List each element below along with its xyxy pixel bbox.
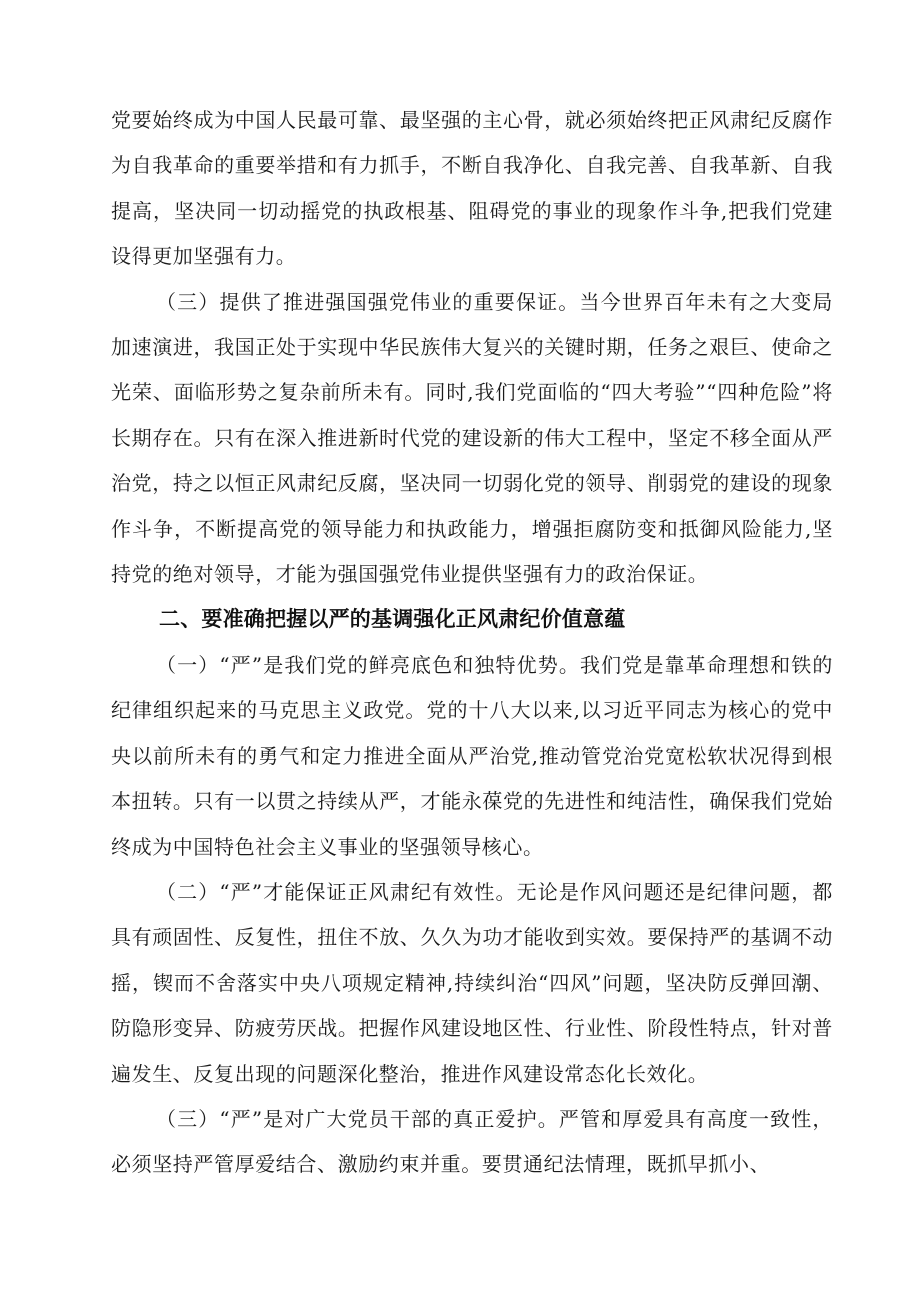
paragraph-point-three: （三）“严”是对广大党员干部的真正爱护。严管和厚爱具有高度一致性，必须坚持严管厚爱结合、激励约束并重。要贯通纪法情理，既抓早抓小、 [111,1106,833,1177]
paragraph-continued: 党要始终成为中国人民最可靠、最坚强的主心骨，就必须始终把正风肃纪反腐作为自我革命的重要举措和有力抓手，不断自我净化、自我完善、自我革新、自我提高，坚决同一切动摇党的执政根基、阻碍党的事业的现象作斗争,把我们党建设得更加坚强有力。 [111,108,833,269]
section-heading-two: 二、要准确把握以严的基调强化正风肃纪价值意蕴 [159,607,626,632]
document-body [111,98,833,1188]
paragraph-point-two: （二）“严”才能保证正风肃纪有效性。无论是作风问题还是纪律问题，都具有顽固性、反复性，扭住不放、久久为功才能收到实效。要保持严的基调不动摇，锲而不舍落实中央八项规定精神,持续纠治“四风”问题，坚决防反弹回潮、防隐形变异、防疲劳厌战。把握作风建设地区性、行业性、阶段性特点，针对普遍发生、反复出现的问题深化整治，推进作风建设常态化长效化。 [111,879,833,1086]
paragraph-section-three: （三）提供了推进强国强党伟业的重要保证。当今世界百年未有之大变局加速演进，我国正处于实现中华民族伟大复兴的关键时期，任务之艰巨、使命之光荣、面临形势之复杂前所未有。同时,我们党面临的“四大考验”“四种危险”将长期存在。只有在深入推进新时代党的建设新的伟大工程中，坚定不移全面从严治党，持之以恒正风肃纪反腐，坚决同一切弱化党的领导、削弱党的建设的现象作斗争，不断提高党的领导能力和执政能力，增强拒腐防变和抵御风险能力,坚持党的绝对领导，才能为强国强党伟业提供坚强有力的政治保证。 [111,289,833,587]
paragraph-point-one: （一）“严”是我们党的鲜亮底色和独特优势。我们党是靠革命理想和铁的纪律组织起来的马克思主义政党。党的十八大以来,以习近平同志为核心的党中央以前所未有的勇气和定力推进全面从严治党,推动管党治党宽松软状况得到根本扭转。只有一以贯之持续从严，才能永葆党的先进性和纯洁性，确保我们党始终成为中国特色社会主义事业的坚强领导核心。 [111,652,833,859]
